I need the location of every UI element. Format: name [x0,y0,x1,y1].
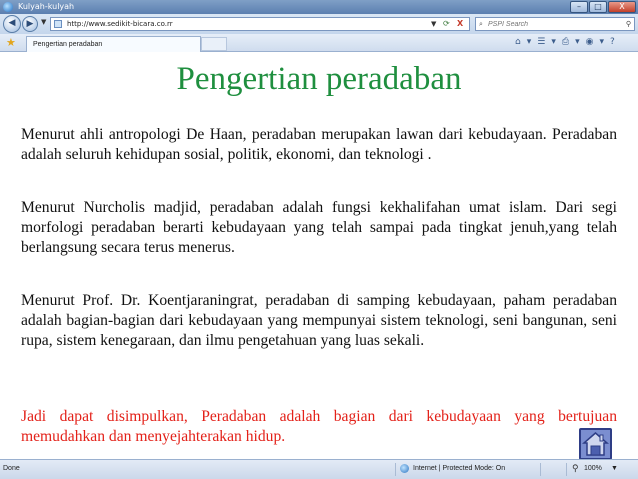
close-button[interactable]: X [608,1,636,13]
window-controls [570,1,636,13]
new-tab-button[interactable] [201,37,227,51]
page-content [0,53,638,459]
command-bar [515,37,615,47]
tab-pengertian-peradaban[interactable]: Pengertian peradaban [26,36,201,52]
refresh-icon[interactable]: ⟳ [443,19,450,28]
search-provider-icon: ⌕ [479,20,483,28]
zoom-dropdown-icon[interactable]: ▼ [611,465,618,472]
status-bar [0,459,638,479]
ie-logo-icon [3,2,13,12]
house-icon [581,430,610,458]
paragraph-conclusion: Jadi dapat disimpulkan, Peradaban adalah bagian dari kebudayaan yang bertujuan memudahkan dan menyejahterakan hidup. [21,408,617,445]
back-button[interactable]: ◀ [3,15,21,33]
address-dropdown-icon[interactable]: ▼ [431,20,437,28]
print-dropdown-icon[interactable]: ▾ [575,37,580,47]
forward-button[interactable]: ▶ [22,16,38,32]
page-icon [54,20,62,28]
minimize-button[interactable]: – [570,1,588,13]
address-bar[interactable] [50,17,470,31]
address-url[interactable]: http://www.sedikit-bicara.co.rr [67,20,173,28]
paragraph-koentjaraningrat: Menurut Prof. Dr. Koentjaraningrat, peradaban di samping kebudayaan, paham peradaban adalah bagian-bagian dari kebudayaan yang mempunyai sistem teknologi, seni bangunan, seni rupa, sistem kenegaraan, dan ilmu pengetahuan yang luas sekali. [21,292,617,349]
search-icon[interactable]: ⚲ [625,20,631,28]
search-box[interactable] [475,17,635,31]
recent-pages-dropdown-icon[interactable]: ▼ [41,18,47,26]
maximize-button[interactable]: □ [589,1,607,13]
title-bar [0,0,638,14]
stop-icon[interactable]: X [457,19,464,28]
zoom-level[interactable]: 100% [584,465,602,472]
home-dropdown-icon[interactable]: ▾ [526,37,532,47]
security-zone[interactable]: Internet | Protected Mode: On [413,465,506,472]
home-button[interactable] [579,428,612,460]
status-divider [566,463,567,476]
help-icon[interactable]: ? [609,37,615,47]
zoom-icon[interactable]: ⚲ [572,463,579,473]
page-title: Pengertian peradaban [176,61,462,97]
navigation-bar [0,14,638,34]
tools-dropdown-icon[interactable]: ▾ [599,37,604,47]
internet-zone-icon [400,464,409,473]
window-title: Kulyah-kulyah [18,2,75,11]
status-divider [540,463,541,476]
tab-bar [0,34,638,52]
favorites-star-icon[interactable]: ★ [6,36,16,49]
tools-icon[interactable]: ◉ [585,37,594,47]
home-icon[interactable]: ⌂ [515,37,521,47]
status-text: Done [3,465,20,472]
print-icon[interactable]: ⎙ [561,37,570,47]
feeds-dropdown-icon[interactable]: ▾ [551,37,556,47]
feeds-icon[interactable]: ☰ [537,37,546,47]
paragraph-nurcholis: Menurut Nurcholis madjid, peradaban adalah fungsi kekhalifahan umat islam. Dari segi morfologi peradaban berarti kebudayaan yang telah sampai pada tingkat jenuh,yang telah berlangsung secara terus menerus. [21,199,617,256]
search-input[interactable] [488,19,618,29]
paragraph-de-haan: Menurut ahli antropologi De Haan, peradaban merupakan lawan dari kebudayaan. Peradaban adalah seluruh kehidupan sosial, politik, ekonomi, dan teknologi . [21,126,617,163]
status-divider [395,463,396,476]
